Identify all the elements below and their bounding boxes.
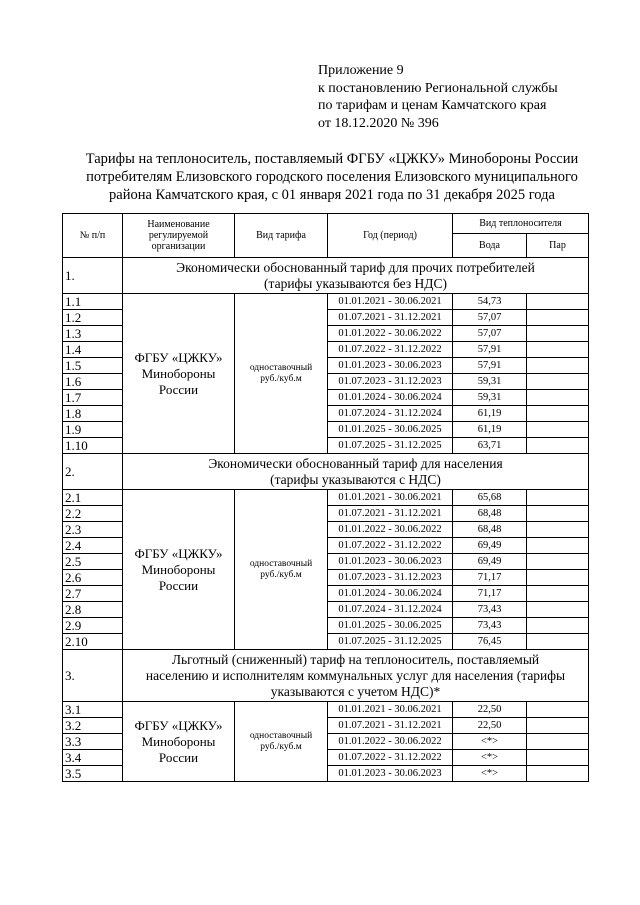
document-title	[40, 150, 624, 204]
tariff-type-line: одноставочный	[249, 730, 313, 741]
steam-cell	[527, 522, 589, 538]
appendix-block	[318, 62, 618, 132]
steam-cell	[527, 750, 589, 766]
row-num: 1.4	[63, 342, 123, 358]
tariff-type-cell	[235, 294, 328, 454]
table-row	[63, 490, 589, 506]
section-title	[123, 454, 589, 490]
period-cell: 01.01.2024 - 30.06.2024	[328, 586, 453, 602]
row-num: 2.3	[63, 522, 123, 538]
tariff-type-line: руб./куб.м	[260, 569, 302, 580]
water-cell: 59,31	[453, 390, 527, 406]
section-title-line: Льготный (сниженный) тариф на теплоноситель, поставляемый	[171, 651, 540, 667]
period-cell: 01.01.2025 - 30.06.2025	[328, 422, 453, 438]
table-row	[63, 294, 589, 310]
steam-cell	[527, 570, 589, 586]
steam-cell	[527, 718, 589, 734]
steam-cell	[527, 390, 589, 406]
appendix-line: Приложение 9	[318, 63, 404, 78]
header-steam: Пар	[527, 234, 589, 258]
table-row	[63, 702, 589, 718]
period-cell: 01.07.2022 - 31.12.2022	[328, 342, 453, 358]
org-line: России	[158, 577, 199, 593]
steam-cell	[527, 326, 589, 342]
section-num: 1.	[63, 258, 123, 294]
water-cell: 57,91	[453, 358, 527, 374]
water-cell: 69,49	[453, 538, 527, 554]
water-cell: 65,68	[453, 490, 527, 506]
period-cell: 01.01.2022 - 30.06.2022	[328, 734, 453, 750]
water-cell: 61,19	[453, 422, 527, 438]
steam-cell	[527, 602, 589, 618]
period-cell: 01.01.2022 - 30.06.2022	[328, 522, 453, 538]
org-line: Минобороны	[141, 561, 216, 577]
section-title	[123, 258, 589, 294]
period-cell: 01.07.2021 - 31.12.2021	[328, 506, 453, 522]
steam-cell	[527, 358, 589, 374]
row-num: 1.7	[63, 390, 123, 406]
row-num: 2.9	[63, 618, 123, 634]
period-cell: 01.01.2025 - 30.06.2025	[328, 618, 453, 634]
period-cell: 01.01.2023 - 30.06.2023	[328, 554, 453, 570]
header-carrier: Вид теплоносителя	[453, 214, 589, 234]
period-cell: 01.07.2022 - 31.12.2022	[328, 538, 453, 554]
appendix-line: к постановлению Региональной службы	[318, 80, 558, 96]
water-cell: <*>	[453, 750, 527, 766]
period-cell: 01.07.2021 - 31.12.2021	[328, 310, 453, 326]
water-cell: 22,50	[453, 702, 527, 718]
period-cell: 01.07.2021 - 31.12.2021	[328, 718, 453, 734]
steam-cell	[527, 342, 589, 358]
title-line: района Камчатского края, с 01 января 2021 года по 31 декабря 2025 года	[109, 187, 555, 203]
org-line: Минобороны	[141, 365, 216, 381]
tariff-type-line: одноставочный	[249, 558, 313, 569]
period-cell: 01.01.2024 - 30.06.2024	[328, 390, 453, 406]
header-water: Вода	[453, 234, 527, 258]
row-num: 1.2	[63, 310, 123, 326]
period-cell: 01.01.2021 - 30.06.2021	[328, 490, 453, 506]
row-num: 3.5	[63, 766, 123, 782]
steam-cell	[527, 634, 589, 650]
appendix-line: от 18.12.2020 № 396	[318, 115, 439, 131]
org-cell	[123, 294, 235, 454]
steam-cell	[527, 438, 589, 454]
row-num: 2.4	[63, 538, 123, 554]
water-cell: 59,31	[453, 374, 527, 390]
period-cell: 01.07.2025 - 31.12.2025	[328, 634, 453, 650]
section-title-line: (тарифы указываются без НДС)	[264, 275, 447, 291]
tariff-type-line: руб./куб.м	[260, 373, 302, 384]
row-num: 1.6	[63, 374, 123, 390]
tariff-type-line: одноставочный	[249, 362, 313, 373]
water-cell: 69,49	[453, 554, 527, 570]
header-type: Вид тарифа	[235, 214, 328, 258]
steam-cell	[527, 406, 589, 422]
section-num: 3.	[63, 650, 123, 702]
period-cell: 01.01.2023 - 30.06.2023	[328, 766, 453, 782]
org-line: ФГБУ «ЦЖКУ»	[134, 349, 223, 365]
period-cell: 01.07.2024 - 31.12.2024	[328, 406, 453, 422]
row-num: 2.5	[63, 554, 123, 570]
steam-cell	[527, 422, 589, 438]
steam-cell	[527, 618, 589, 634]
appendix-line: по тарифам и ценам Камчатского края	[318, 98, 547, 113]
water-cell: 76,45	[453, 634, 527, 650]
water-cell: <*>	[453, 734, 527, 750]
section-row	[63, 650, 589, 702]
row-num: 1.8	[63, 406, 123, 422]
section-title-line: указываются с учетом НДС)*	[270, 683, 441, 699]
row-num: 2.7	[63, 586, 123, 602]
period-cell: 01.07.2024 - 31.12.2024	[328, 602, 453, 618]
section-title-line: Экономически обоснованный тариф для населения	[208, 455, 503, 471]
row-num: 2.2	[63, 506, 123, 522]
water-cell: 57,07	[453, 310, 527, 326]
org-cell	[123, 702, 235, 782]
tariff-table	[62, 213, 589, 782]
water-cell: 54,73	[453, 294, 527, 310]
section-title-line: Экономически обоснованный тариф для прочих потребителей	[176, 259, 535, 275]
header-num: № п/п	[63, 214, 123, 258]
period-cell: 01.01.2021 - 30.06.2021	[328, 294, 453, 310]
header-org: Наименование регулируемой организации	[123, 214, 235, 258]
title-line: потребителям Елизовского городского поселения Елизовского муниципального	[86, 169, 578, 185]
row-num: 2.10	[63, 634, 123, 650]
row-num: 1.10	[63, 438, 123, 454]
steam-cell	[527, 490, 589, 506]
org-line: России	[158, 749, 199, 765]
water-cell: 68,48	[453, 522, 527, 538]
org-line: России	[158, 381, 199, 397]
water-cell: 61,19	[453, 406, 527, 422]
tariff-type-cell	[235, 490, 328, 650]
water-cell: 71,17	[453, 586, 527, 602]
steam-cell	[527, 702, 589, 718]
row-num: 2.8	[63, 602, 123, 618]
tariff-type-cell	[235, 702, 328, 782]
section-row	[63, 258, 589, 294]
section-title	[123, 650, 589, 702]
row-num: 3.1	[63, 702, 123, 718]
water-cell: 57,91	[453, 342, 527, 358]
header-period: Год (период)	[328, 214, 453, 258]
steam-cell	[527, 374, 589, 390]
water-cell: 71,17	[453, 570, 527, 586]
period-cell: 01.01.2022 - 30.06.2022	[328, 326, 453, 342]
steam-cell	[527, 294, 589, 310]
water-cell: 57,07	[453, 326, 527, 342]
steam-cell	[527, 538, 589, 554]
steam-cell	[527, 766, 589, 782]
water-cell: 68,48	[453, 506, 527, 522]
row-num: 3.4	[63, 750, 123, 766]
section-num: 2.	[63, 454, 123, 490]
section-title-line: населению и исполнителям коммунальных услуг для населения (тарифы	[145, 667, 566, 683]
row-num: 1.3	[63, 326, 123, 342]
period-cell: 01.01.2021 - 30.06.2021	[328, 702, 453, 718]
row-num: 2.1	[63, 490, 123, 506]
water-cell: 73,43	[453, 618, 527, 634]
period-cell: 01.07.2022 - 31.12.2022	[328, 750, 453, 766]
org-line: Минобороны	[141, 733, 216, 749]
tariff-type-line: руб./куб.м	[260, 741, 302, 752]
period-cell: 01.07.2023 - 31.12.2023	[328, 374, 453, 390]
steam-cell	[527, 506, 589, 522]
section-title-line: (тарифы указываются с НДС)	[270, 471, 441, 487]
row-num: 2.6	[63, 570, 123, 586]
steam-cell	[527, 554, 589, 570]
row-num: 1.1	[63, 294, 123, 310]
steam-cell	[527, 734, 589, 750]
water-cell: <*>	[453, 766, 527, 782]
period-cell: 01.01.2023 - 30.06.2023	[328, 358, 453, 374]
row-num: 3.3	[63, 734, 123, 750]
water-cell: 63,71	[453, 438, 527, 454]
steam-cell	[527, 586, 589, 602]
org-line: ФГБУ «ЦЖКУ»	[134, 545, 223, 561]
title-line: Тарифы на теплоноситель, поставляемый ФГБУ «ЦЖКУ» Минобороны России	[85, 151, 579, 167]
row-num: 1.9	[63, 422, 123, 438]
period-cell: 01.07.2023 - 31.12.2023	[328, 570, 453, 586]
water-cell: 22,50	[453, 718, 527, 734]
row-num: 1.5	[63, 358, 123, 374]
water-cell: 73,43	[453, 602, 527, 618]
row-num: 3.2	[63, 718, 123, 734]
org-line: ФГБУ «ЦЖКУ»	[134, 717, 223, 733]
org-cell	[123, 490, 235, 650]
section-row	[63, 454, 589, 490]
period-cell: 01.07.2025 - 31.12.2025	[328, 438, 453, 454]
steam-cell	[527, 310, 589, 326]
